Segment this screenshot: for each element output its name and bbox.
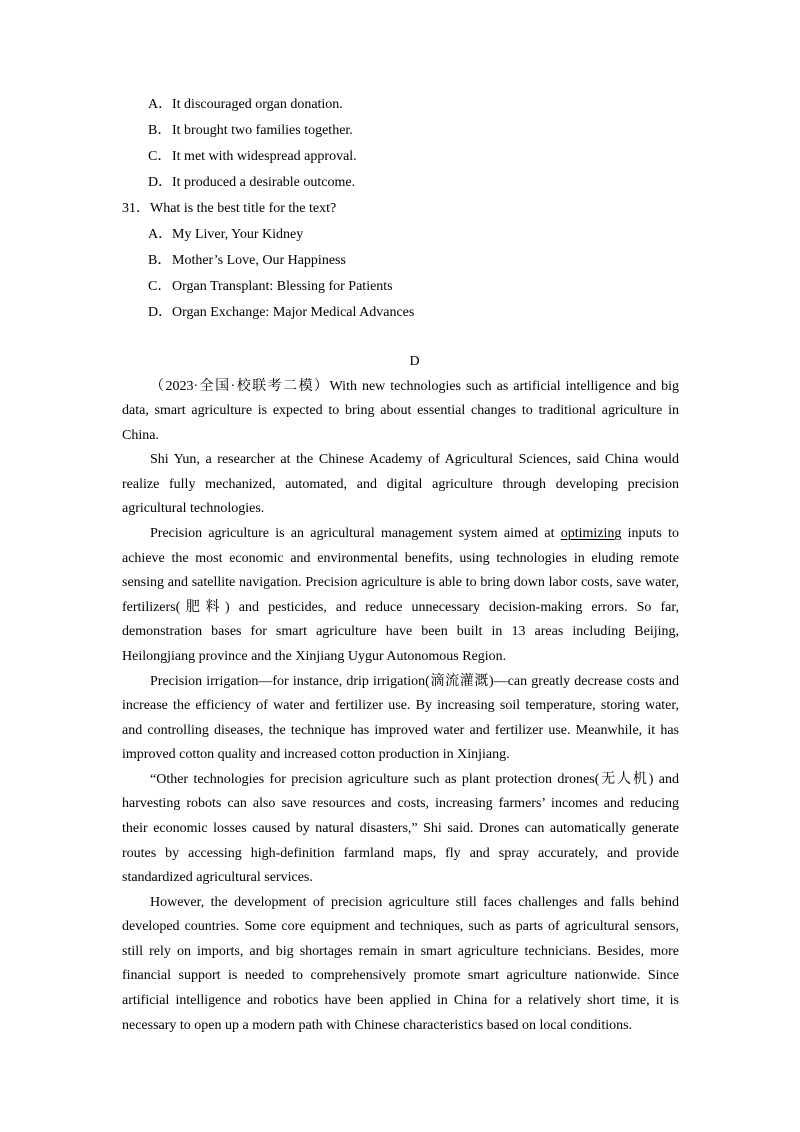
option-label: D． [148,305,173,320]
passage-line: Heilongjiang province and the Xinjiang Uygur Autonomous Region. [122,648,507,664]
option-row [0,274,800,300]
option-row [0,170,800,196]
option-label: D． [148,175,173,190]
passage-line: Shi Yun, a researcher at the Chinese Academy of Agricultural Sciences, said China would [150,452,679,468]
option-row [0,144,800,170]
passage-line: developed countries. Some core equipment and techniques, such as parts of agricultural sensors, [122,919,679,935]
option-row [0,300,800,326]
passage-line: （2023·全国·校联考二模）With new technologies such as artificial intelligence and big [150,378,679,394]
option-label: C． [148,149,172,164]
passage-line: sensing and satellite navigation. Precision agriculture is able to bring down labor costs, save water, [122,575,679,591]
passage-text: inputs to [621,526,679,542]
passage-line: Precision irrigation—for instance, drip irrigation(滴流灌溉)—can greatly decrease costs and [150,673,679,689]
passage-paragraph-5 [122,768,679,891]
passage-paragraph-3 [122,522,679,669]
option-label: B． [148,253,172,268]
passage-text: Precision agriculture is an agricultural management system aimed at [150,526,561,542]
option-label: A． [148,227,173,242]
option-text: Mother’s Love, Our Happiness [172,253,346,268]
passage-paragraph-6 [122,891,679,1038]
passage-line: their economic losses caused by natural disasters,” Shi said. Drones can automatically generate [122,820,679,836]
section-label: D [409,354,420,369]
option-text: It brought two families together. [172,123,353,138]
passage-line [122,522,679,547]
option-row [0,118,800,144]
option-text: My Liver, Your Kidney [172,227,304,242]
option-text: It produced a desirable outcome. [172,175,356,190]
passage-paragraph-2 [122,448,679,522]
passage-paragraph-4 [122,670,679,768]
question-number: 31． [122,201,150,216]
underlined-word: optimizing [560,526,622,542]
passage-line: harvesting robots can also save resources and costs, increasing farmers’ incomes and reducing [122,796,679,812]
passage-line: financial support is needed to comprehensively promote smart agriculture nationwide. Since [122,968,679,984]
option-text: Organ Exchange: Major Medical Advances [172,305,415,320]
passage-line: demonstration bases for smart agriculture have been built in 13 areas including Beijing, [122,624,679,640]
passage-line: realize fully mechanized, automated, and digital agriculture through developing precision [122,476,679,492]
passage-line: fertilizers(肥料) and pesticides, and reduce unnecessary decision-making errors. So far, [122,599,679,615]
option-row [0,248,800,274]
passage-line: still rely on imports, and big shortages remain in smart agriculture technicians. Besides, more [122,943,679,959]
option-row [0,92,800,118]
passage-paragraph-1 [122,375,679,449]
passage-line: “Other technologies for precision agriculture such as plant protection drones(无人机) and [150,771,679,787]
option-label: A． [148,97,173,112]
option-label: B． [148,123,172,138]
passage-line: However, the development of precision agriculture still faces challenges and falls behind [150,894,679,910]
passage-line: and controlling diseases, the technique has improved water and fertilizer use. Meanwhile, it has [122,722,679,738]
reading-passage [122,350,679,1038]
option-label: C． [148,279,172,294]
passage-line: increase the efficiency of water and fertilizer use. By increasing soil temperature, storing water, [122,698,679,714]
passage-line: improved cotton quality and increased cotton production in Xinjiang. [122,747,510,763]
option-row [0,222,800,248]
passage-line: data, smart agriculture is expected to bring about essential changes to traditional agriculture in [122,403,679,419]
passage-line: agricultural technologies. [122,501,265,517]
option-text: Organ Transplant: Blessing for Patients [172,279,393,294]
option-text: It met with widespread approval. [172,149,357,164]
passage-line: achieve the most economic and environmental benefits, using technologies in eluding remote [122,550,679,566]
question-stem: What is the best title for the text? [150,201,337,216]
option-text: It discouraged organ donation. [172,97,343,112]
question-stem-row [0,196,800,222]
passage-line: standardized agricultural services. [122,870,313,886]
passage-line: necessary to open up a modern path with Chinese characteristics based on local conditions. [122,1017,633,1033]
passage-line: routes by accessing high-definition farmland maps, fly and spray accurately, and provide [122,845,679,861]
passage-line: China. [122,427,159,443]
passage-line: artificial intelligence and robotics have been applied in China for a relatively short time, it is [122,993,679,1009]
